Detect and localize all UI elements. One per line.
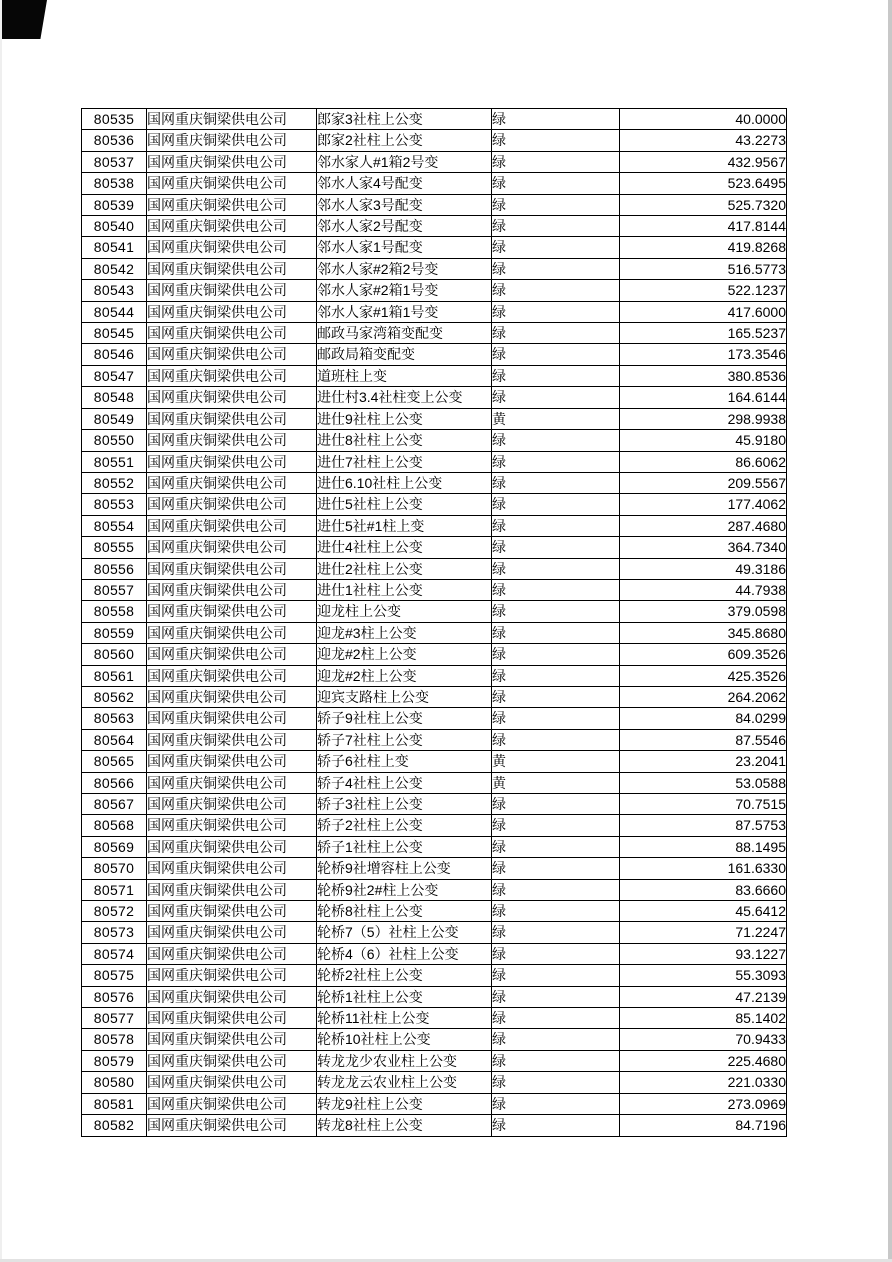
row-value-cell: 264.2062 (620, 686, 787, 707)
row-value-cell: 40.0000 (620, 109, 787, 130)
row-id-cell: 80568 (82, 815, 147, 836)
row-company-cell: 国网重庆铜梁供电公司 (147, 558, 317, 579)
row-status-cell: 绿 (492, 130, 620, 151)
row-status-cell: 绿 (492, 729, 620, 750)
row-id-cell: 80579 (82, 1050, 147, 1071)
row-name-cell: 轮桥9社2#柱上公变 (317, 879, 492, 900)
table-row (82, 515, 787, 536)
row-value-cell: 49.3186 (620, 558, 787, 579)
row-name-cell: 轮桥4（6）社柱上公变 (317, 943, 492, 964)
row-value-cell: 525.7320 (620, 194, 787, 215)
row-name-cell: 迎龙柱上公变 (317, 601, 492, 622)
row-id-cell: 80577 (82, 1008, 147, 1029)
row-id-cell: 80539 (82, 194, 147, 215)
row-id-cell: 80548 (82, 387, 147, 408)
row-status-cell: 绿 (492, 1050, 620, 1071)
row-name-cell: 轿子4社柱上公变 (317, 772, 492, 793)
row-id-cell: 80575 (82, 965, 147, 986)
row-value-cell: 83.6660 (620, 879, 787, 900)
table-row (82, 216, 787, 237)
row-id-cell: 80581 (82, 1093, 147, 1114)
row-name-cell: 进仕9社柱上公变 (317, 408, 492, 429)
table-row (82, 986, 787, 1007)
row-company-cell: 国网重庆铜梁供电公司 (147, 686, 317, 707)
table-row (82, 622, 787, 643)
table-row (82, 751, 787, 772)
row-name-cell: 转龙龙少农业柱上公变 (317, 1050, 492, 1071)
row-value-cell: 516.5773 (620, 258, 787, 279)
table-row (82, 601, 787, 622)
row-company-cell: 国网重庆铜梁供电公司 (147, 216, 317, 237)
row-company-cell: 国网重庆铜梁供电公司 (147, 1050, 317, 1071)
row-value-cell: 609.3526 (620, 644, 787, 665)
table-row (82, 472, 787, 493)
row-name-cell: 邻水人家4号配变 (317, 173, 492, 194)
row-company-cell: 国网重庆铜梁供电公司 (147, 943, 317, 964)
row-status-cell: 绿 (492, 323, 620, 344)
table-row (82, 644, 787, 665)
row-id-cell: 80540 (82, 216, 147, 237)
row-value-cell: 177.4062 (620, 494, 787, 515)
row-id-cell: 80550 (82, 430, 147, 451)
table-row (82, 301, 787, 322)
row-id-cell: 80553 (82, 494, 147, 515)
row-name-cell: 轿子2社柱上公变 (317, 815, 492, 836)
row-status-cell: 绿 (492, 879, 620, 900)
row-value-cell: 287.4680 (620, 515, 787, 536)
row-value-cell: 173.3546 (620, 344, 787, 365)
row-id-cell: 80564 (82, 729, 147, 750)
row-name-cell: 邮政马家湾箱变配变 (317, 323, 492, 344)
row-name-cell: 迎龙#2柱上公变 (317, 644, 492, 665)
row-name-cell: 轮桥9社增容柱上公变 (317, 858, 492, 879)
row-name-cell: 轿子6社柱上变 (317, 751, 492, 772)
row-company-cell: 国网重庆铜梁供电公司 (147, 836, 317, 857)
row-company-cell: 国网重庆铜梁供电公司 (147, 986, 317, 1007)
row-name-cell: 迎龙#3柱上公变 (317, 622, 492, 643)
row-company-cell: 国网重庆铜梁供电公司 (147, 258, 317, 279)
row-name-cell: 轮桥10社柱上公变 (317, 1029, 492, 1050)
row-value-cell: 221.0330 (620, 1072, 787, 1093)
row-name-cell: 邻水人家#2箱1号变 (317, 280, 492, 301)
row-id-cell: 80546 (82, 344, 147, 365)
row-name-cell: 轮桥7（5）社柱上公变 (317, 922, 492, 943)
row-company-cell: 国网重庆铜梁供电公司 (147, 109, 317, 130)
row-id-cell: 80557 (82, 579, 147, 600)
table-row (82, 794, 787, 815)
table-row (82, 323, 787, 344)
row-name-cell: 迎龙#2柱上公变 (317, 665, 492, 686)
row-id-cell: 80562 (82, 686, 147, 707)
table-row (82, 965, 787, 986)
row-name-cell: 进仕5社#1柱上变 (317, 515, 492, 536)
row-id-cell: 80538 (82, 173, 147, 194)
row-company-cell: 国网重庆铜梁供电公司 (147, 515, 317, 536)
row-company-cell: 国网重庆铜梁供电公司 (147, 879, 317, 900)
row-name-cell: 邻水人家1号配变 (317, 237, 492, 258)
row-status-cell: 绿 (492, 901, 620, 922)
row-company-cell: 国网重庆铜梁供电公司 (147, 1008, 317, 1029)
row-value-cell: 523.6495 (620, 173, 787, 194)
row-value-cell: 71.2247 (620, 922, 787, 943)
row-company-cell: 国网重庆铜梁供电公司 (147, 408, 317, 429)
row-status-cell: 绿 (492, 537, 620, 558)
table-row (82, 708, 787, 729)
table-row (82, 537, 787, 558)
row-value-cell: 45.9180 (620, 430, 787, 451)
table-row (82, 130, 787, 151)
row-status-cell: 绿 (492, 280, 620, 301)
row-value-cell: 225.4680 (620, 1050, 787, 1071)
row-id-cell: 80580 (82, 1072, 147, 1093)
row-company-cell: 国网重庆铜梁供电公司 (147, 772, 317, 793)
row-company-cell: 国网重庆铜梁供电公司 (147, 194, 317, 215)
table-row (82, 344, 787, 365)
row-id-cell: 80569 (82, 836, 147, 857)
row-name-cell: 邻水人家3号配变 (317, 194, 492, 215)
table-row (82, 237, 787, 258)
row-name-cell: 转龙龙云农业柱上公变 (317, 1072, 492, 1093)
row-status-cell: 绿 (492, 237, 620, 258)
table-row (82, 665, 787, 686)
row-id-cell: 80551 (82, 451, 147, 472)
row-company-cell: 国网重庆铜梁供电公司 (147, 965, 317, 986)
row-status-cell: 绿 (492, 836, 620, 857)
row-value-cell: 379.0598 (620, 601, 787, 622)
row-status-cell: 绿 (492, 558, 620, 579)
row-name-cell: 轿子3社柱上公变 (317, 794, 492, 815)
table-row (82, 194, 787, 215)
table-row (82, 943, 787, 964)
row-value-cell: 432.9567 (620, 151, 787, 172)
row-company-cell: 国网重庆铜梁供电公司 (147, 901, 317, 922)
row-status-cell: 绿 (492, 258, 620, 279)
row-name-cell: 邻水人家#2箱2号变 (317, 258, 492, 279)
table-row (82, 365, 787, 386)
row-company-cell: 国网重庆铜梁供电公司 (147, 365, 317, 386)
row-value-cell: 419.8268 (620, 237, 787, 258)
row-company-cell: 国网重庆铜梁供电公司 (147, 537, 317, 558)
row-status-cell: 绿 (492, 1072, 620, 1093)
table-row (82, 408, 787, 429)
row-value-cell: 44.7938 (620, 579, 787, 600)
row-name-cell: 轮桥11社柱上公变 (317, 1008, 492, 1029)
row-status-cell: 绿 (492, 151, 620, 172)
row-company-cell: 国网重庆铜梁供电公司 (147, 1093, 317, 1114)
row-company-cell: 国网重庆铜梁供电公司 (147, 344, 317, 365)
row-name-cell: 进仕8社柱上公变 (317, 430, 492, 451)
row-company-cell: 国网重庆铜梁供电公司 (147, 173, 317, 194)
row-id-cell: 80566 (82, 772, 147, 793)
row-value-cell: 93.1227 (620, 943, 787, 964)
row-company-cell: 国网重庆铜梁供电公司 (147, 472, 317, 493)
row-name-cell: 进仕7社柱上公变 (317, 451, 492, 472)
row-id-cell: 80537 (82, 151, 147, 172)
row-status-cell: 绿 (492, 1008, 620, 1029)
row-name-cell: 郎家3社柱上公变 (317, 109, 492, 130)
row-company-cell: 国网重庆铜梁供电公司 (147, 237, 317, 258)
table-row (82, 258, 787, 279)
row-status-cell: 绿 (492, 622, 620, 643)
row-status-cell: 绿 (492, 943, 620, 964)
row-value-cell: 522.1237 (620, 280, 787, 301)
row-value-cell: 380.8536 (620, 365, 787, 386)
table-row (82, 558, 787, 579)
row-status-cell: 绿 (492, 109, 620, 130)
row-status-cell: 绿 (492, 794, 620, 815)
row-id-cell: 80536 (82, 130, 147, 151)
table-row (82, 151, 787, 172)
table-row (82, 1050, 787, 1071)
row-company-cell: 国网重庆铜梁供电公司 (147, 280, 317, 301)
row-status-cell: 绿 (492, 601, 620, 622)
row-value-cell: 70.7515 (620, 794, 787, 815)
row-value-cell: 273.0969 (620, 1093, 787, 1114)
row-company-cell: 国网重庆铜梁供电公司 (147, 858, 317, 879)
row-name-cell: 轿子7社柱上公变 (317, 729, 492, 750)
row-name-cell: 进仕1社柱上公变 (317, 579, 492, 600)
table-row (82, 836, 787, 857)
table-row (82, 451, 787, 472)
row-id-cell: 80544 (82, 301, 147, 322)
table-row (82, 729, 787, 750)
row-id-cell: 80559 (82, 622, 147, 643)
row-name-cell: 进仕2社柱上公变 (317, 558, 492, 579)
table-row (82, 879, 787, 900)
row-id-cell: 80571 (82, 879, 147, 900)
table-row (82, 1008, 787, 1029)
row-status-cell: 绿 (492, 173, 620, 194)
row-company-cell: 国网重庆铜梁供电公司 (147, 601, 317, 622)
table-row (82, 901, 787, 922)
row-name-cell: 进仕5社柱上公变 (317, 494, 492, 515)
row-id-cell: 80572 (82, 901, 147, 922)
row-value-cell: 298.9938 (620, 408, 787, 429)
row-status-cell: 绿 (492, 472, 620, 493)
row-id-cell: 80570 (82, 858, 147, 879)
row-value-cell: 47.2139 (620, 986, 787, 1007)
row-id-cell: 80541 (82, 237, 147, 258)
row-status-cell: 绿 (492, 708, 620, 729)
row-company-cell: 国网重庆铜梁供电公司 (147, 301, 317, 322)
row-value-cell: 417.8144 (620, 216, 787, 237)
row-value-cell: 86.6062 (620, 451, 787, 472)
row-status-cell: 绿 (492, 1029, 620, 1050)
transformer-table (81, 108, 787, 1137)
row-id-cell: 80554 (82, 515, 147, 536)
row-status-cell: 绿 (492, 922, 620, 943)
row-value-cell: 70.9433 (620, 1029, 787, 1050)
row-value-cell: 84.7196 (620, 1115, 787, 1136)
table-row (82, 280, 787, 301)
row-status-cell: 绿 (492, 515, 620, 536)
table-row (82, 430, 787, 451)
row-company-cell: 国网重庆铜梁供电公司 (147, 1072, 317, 1093)
row-id-cell: 80547 (82, 365, 147, 386)
row-status-cell: 绿 (492, 387, 620, 408)
scan-edge-right (888, 0, 892, 1262)
row-name-cell: 轮桥1社柱上公变 (317, 986, 492, 1007)
row-name-cell: 郎家2社柱上公变 (317, 130, 492, 151)
row-name-cell: 轮桥2社柱上公变 (317, 965, 492, 986)
row-id-cell: 80556 (82, 558, 147, 579)
row-status-cell: 绿 (492, 1115, 620, 1136)
scan-artifact-corner (0, 0, 47, 39)
row-id-cell: 80565 (82, 751, 147, 772)
table-row (82, 387, 787, 408)
row-id-cell: 80535 (82, 109, 147, 130)
row-value-cell: 43.2273 (620, 130, 787, 151)
row-id-cell: 80582 (82, 1115, 147, 1136)
row-id-cell: 80567 (82, 794, 147, 815)
row-id-cell: 80574 (82, 943, 147, 964)
row-company-cell: 国网重庆铜梁供电公司 (147, 708, 317, 729)
scan-edge-left (0, 0, 2, 1262)
row-value-cell: 364.7340 (620, 537, 787, 558)
table-row (82, 494, 787, 515)
row-name-cell: 迎宾支路柱上公变 (317, 686, 492, 707)
row-company-cell: 国网重庆铜梁供电公司 (147, 665, 317, 686)
row-company-cell: 国网重庆铜梁供电公司 (147, 151, 317, 172)
row-value-cell: 87.5753 (620, 815, 787, 836)
row-name-cell: 邻水家人#1箱2号变 (317, 151, 492, 172)
table-row (82, 815, 787, 836)
row-company-cell: 国网重庆铜梁供电公司 (147, 815, 317, 836)
table-row (82, 772, 787, 793)
row-status-cell: 绿 (492, 965, 620, 986)
row-name-cell: 转龙9社柱上公变 (317, 1093, 492, 1114)
row-company-cell: 国网重庆铜梁供电公司 (147, 430, 317, 451)
row-name-cell: 邮政局箱变配变 (317, 344, 492, 365)
table-row (82, 922, 787, 943)
row-status-cell: 黄 (492, 772, 620, 793)
row-company-cell: 国网重庆铜梁供电公司 (147, 729, 317, 750)
row-value-cell: 164.6144 (620, 387, 787, 408)
row-value-cell: 161.6330 (620, 858, 787, 879)
row-name-cell: 进仕6.10社柱上公变 (317, 472, 492, 493)
row-name-cell: 轮桥8社柱上公变 (317, 901, 492, 922)
row-name-cell: 邻水人家#1箱1号变 (317, 301, 492, 322)
row-id-cell: 80555 (82, 537, 147, 558)
table-row (82, 1115, 787, 1136)
row-company-cell: 国网重庆铜梁供电公司 (147, 622, 317, 643)
row-status-cell: 绿 (492, 216, 620, 237)
table-row (82, 858, 787, 879)
row-status-cell: 绿 (492, 815, 620, 836)
row-company-cell: 国网重庆铜梁供电公司 (147, 794, 317, 815)
row-status-cell: 绿 (492, 494, 620, 515)
table-body (82, 109, 787, 1137)
row-id-cell: 80543 (82, 280, 147, 301)
row-status-cell: 绿 (492, 430, 620, 451)
table-row (82, 1093, 787, 1114)
table-row (82, 109, 787, 130)
row-id-cell: 80563 (82, 708, 147, 729)
row-value-cell: 345.8680 (620, 622, 787, 643)
row-status-cell: 绿 (492, 579, 620, 600)
row-company-cell: 国网重庆铜梁供电公司 (147, 644, 317, 665)
row-status-cell: 绿 (492, 665, 620, 686)
row-name-cell: 轿子1社柱上公变 (317, 836, 492, 857)
table-row (82, 579, 787, 600)
row-value-cell: 425.3526 (620, 665, 787, 686)
row-name-cell: 道班柱上变 (317, 365, 492, 386)
row-company-cell: 国网重庆铜梁供电公司 (147, 494, 317, 515)
row-status-cell: 绿 (492, 858, 620, 879)
row-status-cell: 绿 (492, 194, 620, 215)
row-id-cell: 80558 (82, 601, 147, 622)
row-name-cell: 邻水人家2号配变 (317, 216, 492, 237)
row-status-cell: 绿 (492, 301, 620, 322)
row-value-cell: 55.3093 (620, 965, 787, 986)
row-value-cell: 53.0588 (620, 772, 787, 793)
row-id-cell: 80561 (82, 665, 147, 686)
row-value-cell: 85.1402 (620, 1008, 787, 1029)
row-id-cell: 80549 (82, 408, 147, 429)
row-company-cell: 国网重庆铜梁供电公司 (147, 579, 317, 600)
row-status-cell: 黄 (492, 408, 620, 429)
row-name-cell: 转龙8社柱上公变 (317, 1115, 492, 1136)
row-name-cell: 轿子9社柱上公变 (317, 708, 492, 729)
row-status-cell: 绿 (492, 686, 620, 707)
row-value-cell: 165.5237 (620, 323, 787, 344)
row-value-cell: 23.2041 (620, 751, 787, 772)
row-id-cell: 80560 (82, 644, 147, 665)
row-value-cell: 88.1495 (620, 836, 787, 857)
row-id-cell: 80552 (82, 472, 147, 493)
row-id-cell: 80542 (82, 258, 147, 279)
table-row (82, 1072, 787, 1093)
row-status-cell: 绿 (492, 1093, 620, 1114)
table-row (82, 686, 787, 707)
row-status-cell: 黄 (492, 751, 620, 772)
row-status-cell: 绿 (492, 344, 620, 365)
row-value-cell: 417.6000 (620, 301, 787, 322)
row-company-cell: 国网重庆铜梁供电公司 (147, 387, 317, 408)
row-id-cell: 80545 (82, 323, 147, 344)
row-status-cell: 绿 (492, 644, 620, 665)
row-company-cell: 国网重庆铜梁供电公司 (147, 130, 317, 151)
row-company-cell: 国网重庆铜梁供电公司 (147, 1029, 317, 1050)
row-value-cell: 87.5546 (620, 729, 787, 750)
row-value-cell: 84.0299 (620, 708, 787, 729)
row-company-cell: 国网重庆铜梁供电公司 (147, 1115, 317, 1136)
row-company-cell: 国网重庆铜梁供电公司 (147, 751, 317, 772)
table-row (82, 1029, 787, 1050)
row-name-cell: 进仕4社柱上公变 (317, 537, 492, 558)
row-company-cell: 国网重庆铜梁供电公司 (147, 451, 317, 472)
row-id-cell: 80576 (82, 986, 147, 1007)
row-id-cell: 80578 (82, 1029, 147, 1050)
row-value-cell: 209.5567 (620, 472, 787, 493)
row-company-cell: 国网重庆铜梁供电公司 (147, 922, 317, 943)
table-row (82, 173, 787, 194)
row-status-cell: 绿 (492, 986, 620, 1007)
row-name-cell: 进仕村3.4社柱变上公变 (317, 387, 492, 408)
row-status-cell: 绿 (492, 365, 620, 386)
row-value-cell: 45.6412 (620, 901, 787, 922)
row-status-cell: 绿 (492, 451, 620, 472)
row-id-cell: 80573 (82, 922, 147, 943)
row-company-cell: 国网重庆铜梁供电公司 (147, 323, 317, 344)
